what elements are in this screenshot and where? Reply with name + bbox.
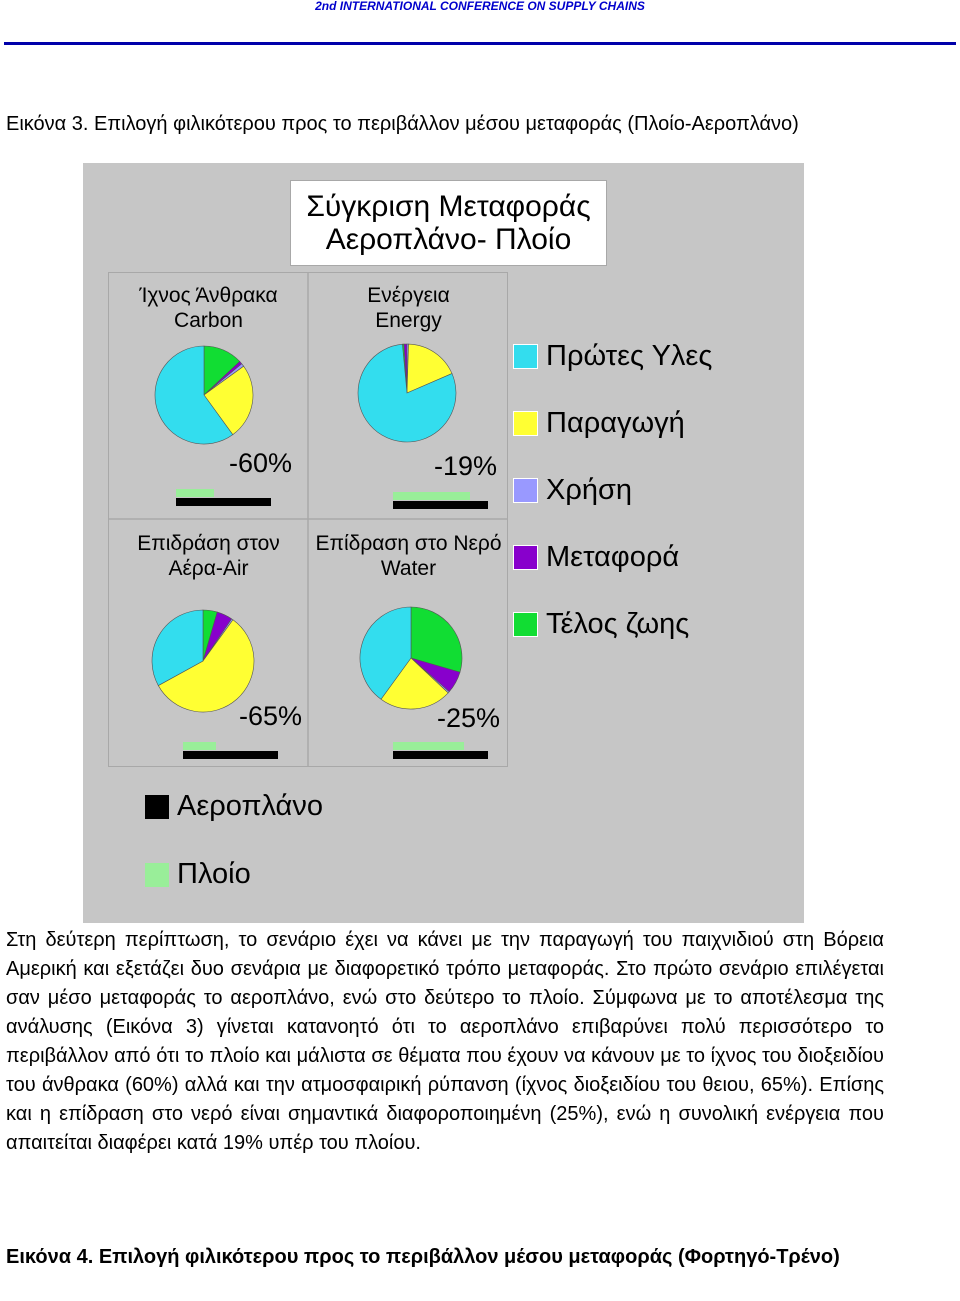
pie-label-line-2: Energy (375, 309, 442, 332)
pie-label-carbon (109, 283, 308, 333)
comparison-figure (83, 163, 804, 923)
mode-legend-ship (145, 858, 251, 891)
legend-swatch (513, 411, 538, 436)
pie-label-line-2: Water (380, 557, 437, 580)
legend-swatch (513, 478, 538, 503)
mode-swatch (145, 863, 169, 887)
pie-cell-water (309, 521, 508, 768)
legend-item-end-of-life (513, 608, 689, 641)
mode-swatch (145, 795, 169, 819)
legend-item-production (513, 407, 685, 440)
legend-item-transport (513, 541, 679, 574)
bar-airplane-energy (393, 501, 488, 509)
legend-label: Τέλος ζωης (546, 608, 690, 640)
legend-label: Πρώτες Υλες (546, 340, 713, 372)
bar-airplane-air (183, 751, 278, 759)
pie-grid (108, 272, 508, 767)
legend-label: Μεταφορά (546, 541, 680, 573)
bar-airplane-water (393, 751, 488, 759)
pie-chart-carbon (154, 345, 254, 445)
legend-label: Χρήση (546, 474, 632, 506)
mode-legend-airplane (145, 790, 323, 823)
change-percent-energy: -19% (434, 451, 498, 481)
pie-label-line-2: Carbon (174, 309, 243, 332)
legend-swatch (513, 612, 538, 637)
change-percent-carbon: -60% (229, 448, 293, 478)
figure-4-caption: Εικόνα 4. Επιλογή φιλικότερου προς το περιβάλλον μέσου μεταφοράς (Φορτηγό-Τρένο) (6, 1246, 840, 1268)
pie-chart-air (151, 609, 255, 713)
mode-label: Αεροπλάνο (177, 790, 323, 822)
figure-title-line-1: Σύγκριση Μεταφοράς (306, 190, 591, 223)
legend-item-use (513, 474, 632, 507)
change-percent-air: -65% (239, 701, 303, 731)
legend-swatch (513, 344, 538, 369)
legend-item-raw-materials (513, 340, 712, 373)
bar-ship-energy (393, 492, 470, 500)
bar-airplane-carbon (176, 498, 271, 506)
pie-label-line-1: Επιδράση στον (137, 532, 280, 555)
figure-title-line-2: Αεροπλάνο- Πλοίο (325, 223, 572, 256)
figure-title (290, 180, 607, 266)
legend-label: Παραγωγή (546, 407, 685, 439)
pie-label-line-1: Ενέργεια (367, 284, 450, 307)
pie-label-water (309, 531, 508, 581)
legend-swatch (513, 545, 538, 570)
pie-chart-energy (357, 343, 457, 443)
bar-ship-air (183, 742, 216, 750)
change-percent-water: -25% (437, 703, 501, 733)
pie-chart-water (359, 606, 463, 710)
pie-label-energy (309, 283, 508, 333)
mode-label: Πλοίο (177, 858, 251, 890)
pie-label-line-2: Αέρα-Air (168, 557, 249, 580)
pie-cell-carbon (109, 273, 308, 520)
pie-label-line-1: Επίδραση στο Νερό (315, 532, 502, 555)
header-rule (4, 42, 956, 45)
conference-header: 2nd INTERNATIONAL CONFERENCE ON SUPPLY CHAINS (315, 0, 645, 13)
pie-cell-energy (309, 273, 508, 520)
figure-3-caption: Εικόνα 3. Επιλογή φιλικότερου προς το περιβάλλον μέσου μεταφοράς (Πλοίο-Αεροπλάνο) (6, 113, 799, 135)
bar-ship-carbon (176, 489, 214, 497)
body-paragraph: Στη δεύτερη περίπτωση, το σενάριο έχει να κάνει με την παραγωγή του παιχνιδιού στη Βόρεια Αμερική και εξετάζει δυο σενάρια με διαφορετικό τρόπο μεταφοράς. Στο πρώτο σενάριο επιλέγεται σαν μέσο μεταφοράς το αεροπλάνο, ενώ στο δεύτερο το πλοίο. Σύμφωνα με το αποτέλεσμα της ανάλυσης (Εικόνα 3) γίνεται κατανοητό ότι το αεροπλάνο επιβαρύνει πολύ περισσότερο το περιβάλλον από ότι το πλοίο και μάλιστα σε θέματα που έχουν να κάνουν με το ίχνος του διοξειδίου του άνθρακα (60%) αλλά και την ατμοσφαιρική ρύπανση (ίχνος διοξειδίου του θειου, 65%). Επίσης και η επίδραση στο νερό είναι σημαντικά διαφοροποιημένη (25%), ενώ η συνολική ενέργεια που απαιτείται διαφέρει κατά 19% υπέρ του πλοίου. (6, 929, 884, 1154)
bar-ship-water (393, 742, 464, 750)
pie-cell-air (109, 521, 308, 768)
pie-label-air (109, 531, 308, 581)
pie-label-line-1: Ίχνος Άνθρακα (139, 284, 278, 307)
